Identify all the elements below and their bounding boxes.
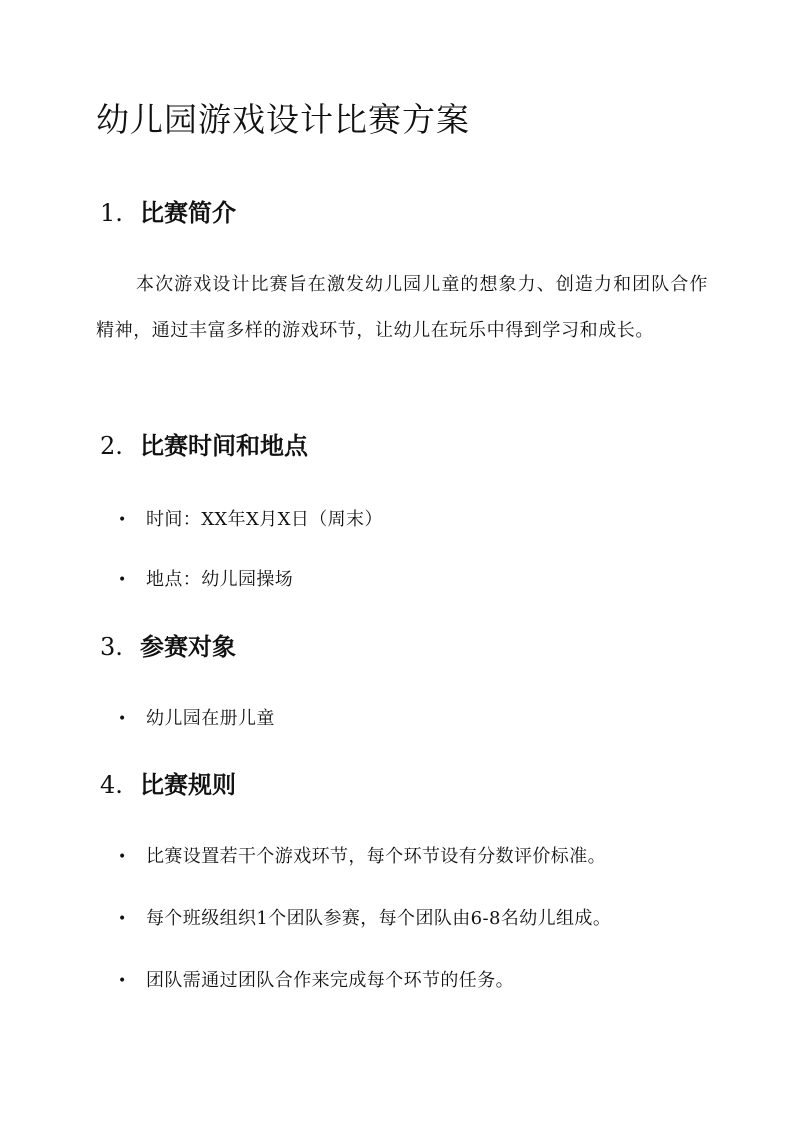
list-item-text: 团队需通过团队合作来完成每个环节的任务。 — [146, 970, 514, 991]
list-item — [118, 567, 293, 593]
section-3-title: 参赛对象 — [140, 632, 236, 661]
list-item — [118, 706, 275, 732]
section-3-number: 3. — [100, 633, 123, 661]
section-4-heading — [100, 769, 236, 801]
section-4-number: 4. — [100, 771, 123, 799]
list-item — [118, 968, 514, 994]
section-2-number: 2. — [100, 432, 123, 460]
section-1-heading — [100, 197, 236, 229]
list-item-text: 比赛设置若干个游戏环节，每个环节设有分数评价标准。 — [146, 846, 606, 867]
section-3-heading — [100, 631, 236, 663]
section-1-number: 1. — [100, 199, 123, 227]
bullet-icon: • — [118, 572, 127, 588]
section-1-paragraph: 本次游戏设计比赛旨在激发幼儿园儿童的想象力、创造力和团队合作精神，通过丰富多样的游戏环节，让幼儿在玩乐中得到学习和成长。 — [96, 274, 708, 341]
list-item — [118, 844, 606, 870]
bullet-icon: • — [118, 711, 127, 727]
document-title: 幼儿园游戏设计比赛方案 — [96, 100, 470, 139]
list-item — [118, 906, 611, 932]
list-item — [118, 507, 383, 533]
section-2-title: 比赛时间和地点 — [140, 431, 308, 460]
bullet-icon: • — [118, 973, 127, 989]
list-item-text: 幼儿园在册儿童 — [146, 708, 275, 729]
list-item-text: 地点：幼儿园操场 — [146, 569, 294, 590]
bullet-icon: • — [118, 911, 127, 927]
section-1-title: 比赛简介 — [140, 198, 236, 227]
list-item-text: 每个班级组织1个团队参赛，每个团队由6-8名幼儿组成。 — [146, 908, 612, 929]
list-item-text: 时间：XX年X月X日（周末） — [146, 509, 383, 530]
section-2-heading — [100, 430, 308, 462]
section-4-title: 比赛规则 — [140, 770, 236, 799]
bullet-icon: • — [118, 512, 127, 528]
bullet-icon: • — [118, 849, 127, 865]
